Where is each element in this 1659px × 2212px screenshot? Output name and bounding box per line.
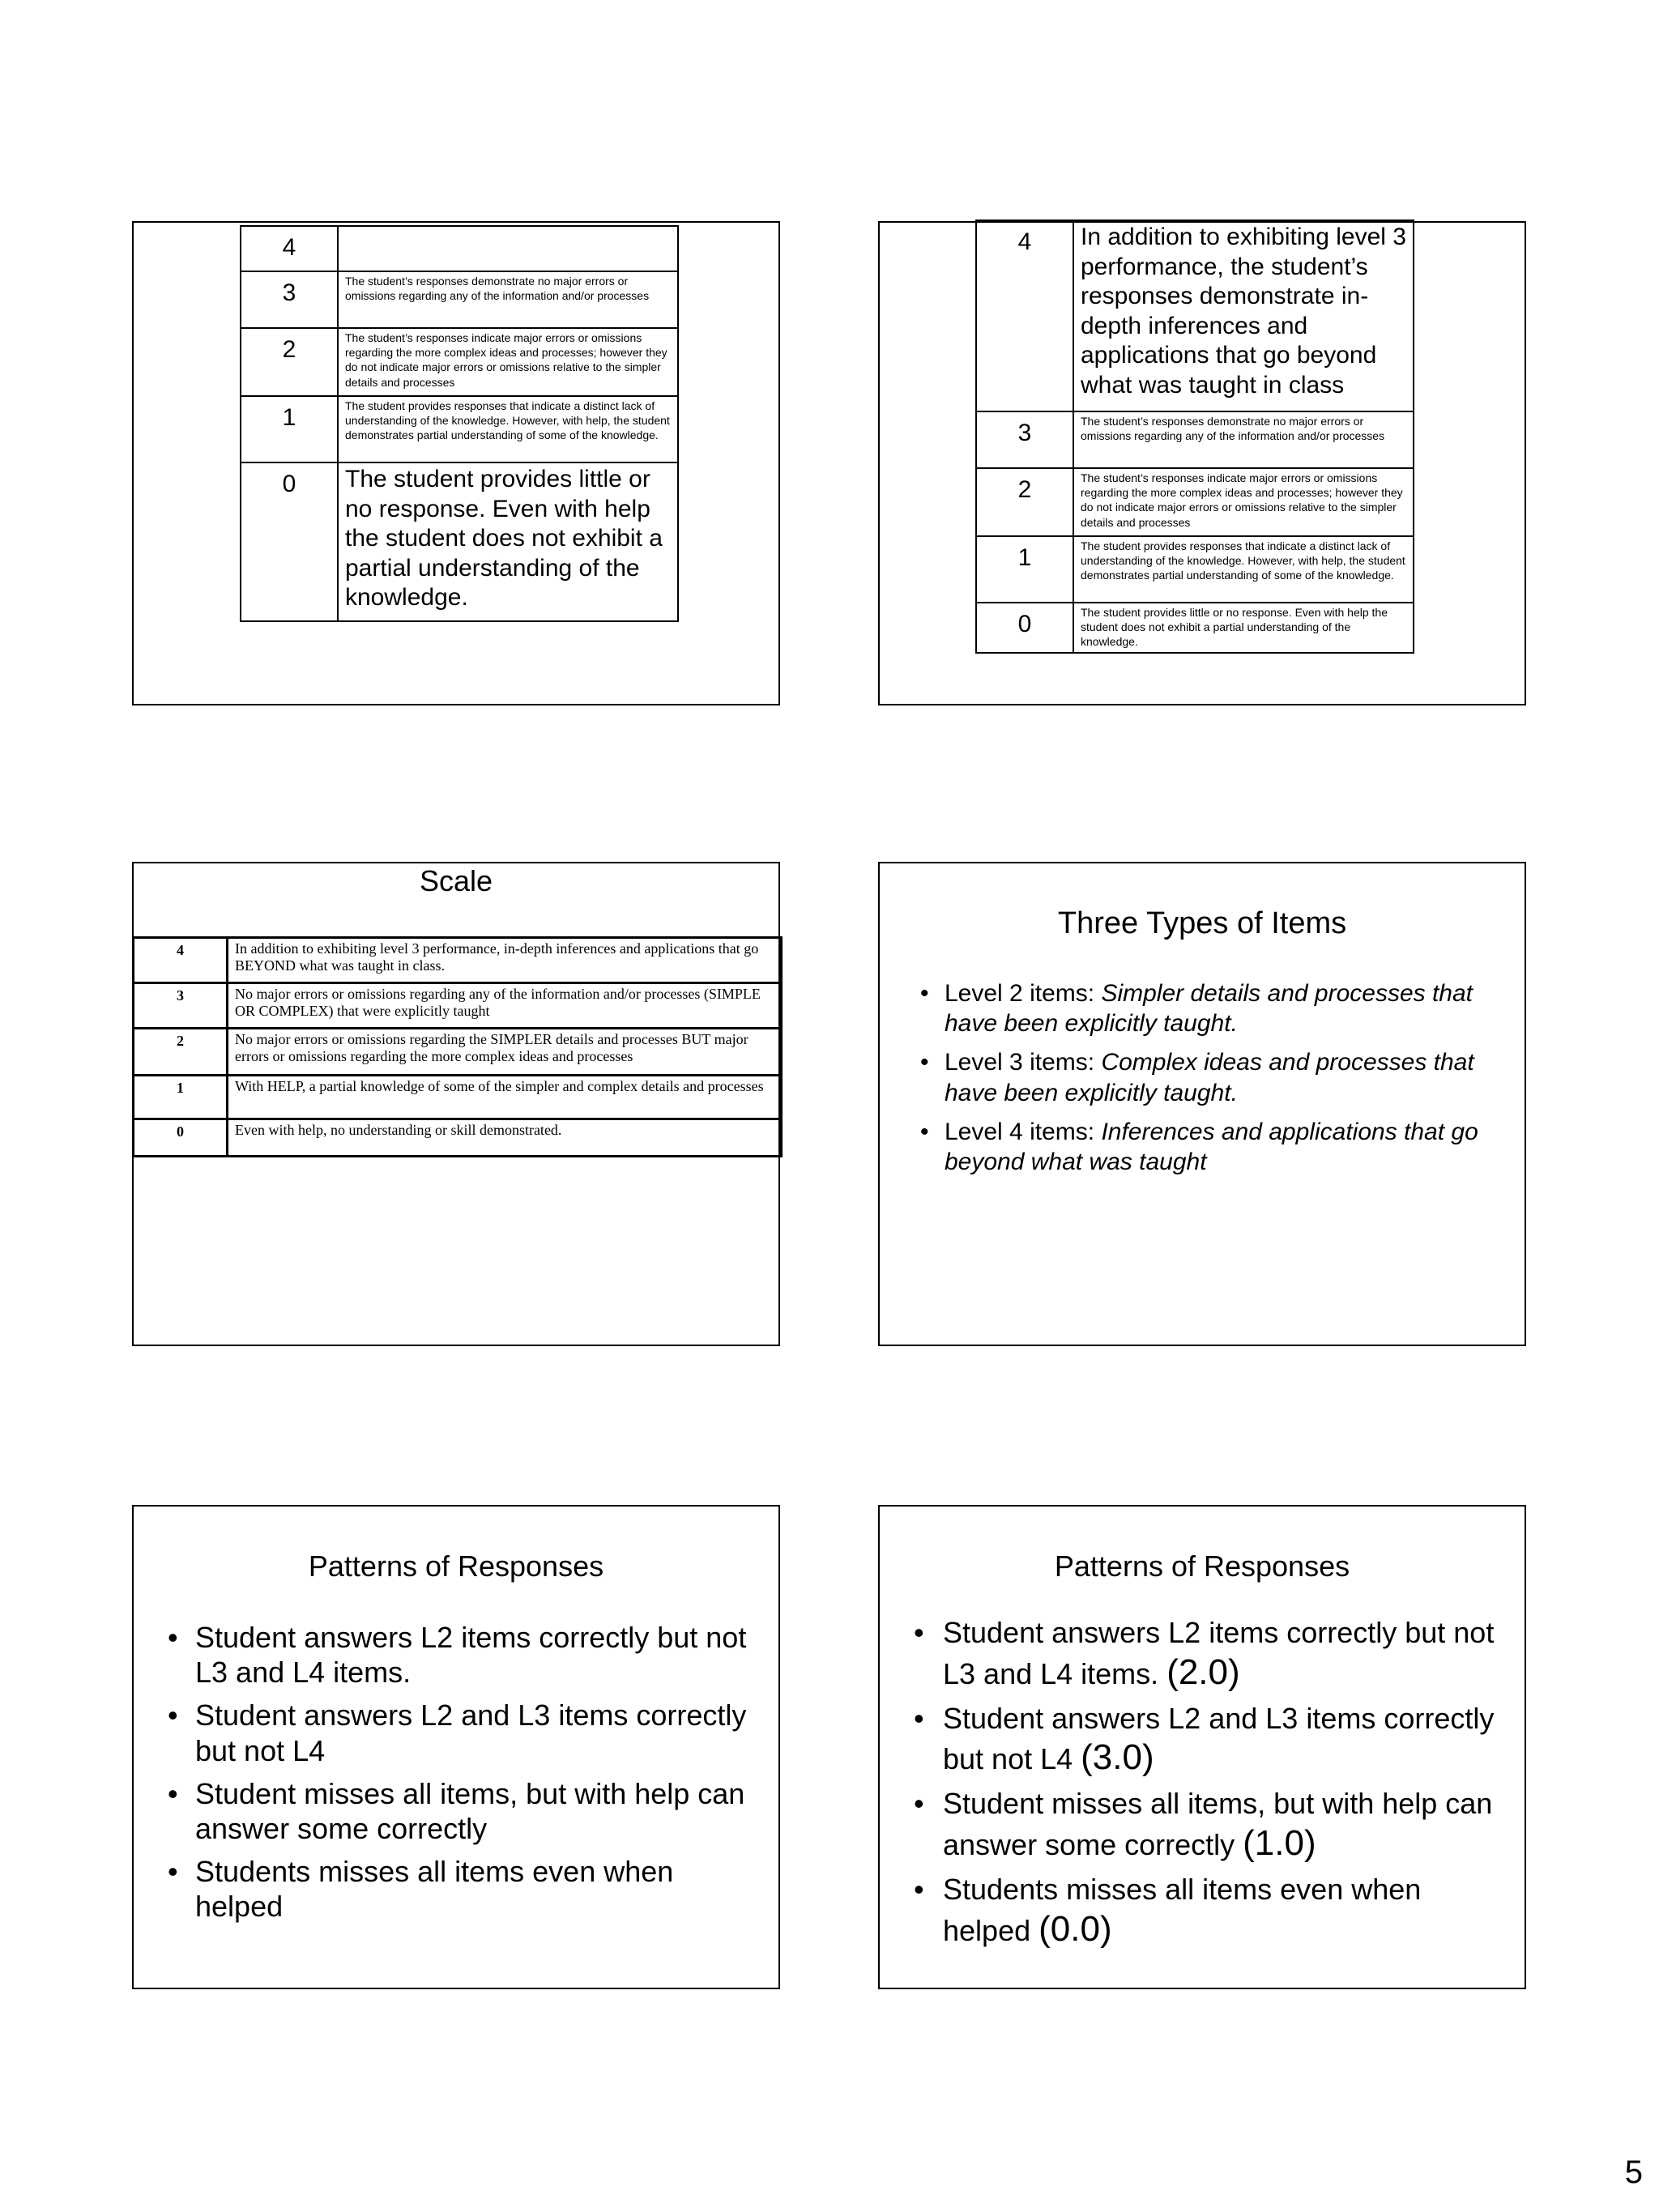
table-row [241,226,678,271]
table-row [976,536,1414,603]
description-cell: No major errors or omissions regarding the SIMPLER details and processes BUT major errors or omissions regarding the more complex ideas and processes [228,1029,782,1076]
score-value: (0.0) [1038,1908,1112,1949]
table-row [134,1029,782,1076]
rubric-table [975,219,1414,654]
slide-patterns-1 [132,1505,780,1989]
level-cell: 0 [976,603,1073,653]
level-cell: 1 [134,1076,228,1119]
slide-title: Three Types of Items [1057,906,1347,940]
slide-three-types [878,862,1526,1346]
table-row [241,328,678,396]
slide-title: Patterns of Responses [308,1549,604,1583]
bullet-list [945,978,1512,1186]
table-row [976,411,1414,468]
table-row [134,1119,782,1157]
item-text: Student answers L2 items correctly but not L3 and L4 items. [943,1616,1495,1690]
table-row [134,983,782,1029]
list-item: • Students misses all items even when helped [195,1854,762,1924]
description-cell: The student provides little or no response. Even with help the student does not exhibit a partial understanding of the knowledge. [1073,603,1414,653]
page-number: 5 [1624,2154,1643,2190]
item-description: Inferences and applications that go beyond what was taught [945,1118,1478,1175]
bullet-list [943,1615,1510,1957]
list-item [943,1872,1510,1951]
slide-title: Patterns of Responses [1054,1549,1350,1583]
level-cell: 3 [134,983,228,1029]
item-label: Level 4 items: [945,1118,1095,1145]
level-cell: 0 [134,1119,228,1157]
table-row [976,468,1414,536]
description-cell: The student provides little or no response. Even with help the student does not exhibit a partial understanding of the knowledge. [338,462,678,621]
description-cell: In addition to exhibiting level 3 performance, in-depth inferences and applications that go BEYOND what was taught in class. [228,938,782,983]
list-item [945,978,1512,1038]
score-value: (3.0) [1081,1737,1154,1778]
level-cell: 1 [241,396,338,462]
list-item [945,1117,1512,1177]
description-cell: Even with help, no understanding or skill demonstrated. [228,1119,782,1157]
bullet-list [195,1620,762,1933]
list-item [943,1701,1510,1780]
list-item: • Student misses all items, but with help can answer some correctly [195,1776,762,1846]
score-value: (2.0) [1166,1652,1240,1692]
item-label: Level 3 items: [945,1049,1095,1076]
level-cell: 4 [241,226,338,271]
table-row [976,220,1414,411]
description-cell: The student’s responses demonstrate no major errors or omissions regarding any of the information and/or processes [338,271,678,328]
slide-patterns-2 [878,1505,1526,1989]
level-cell: 2 [241,328,338,396]
table-row [241,396,678,462]
slide-title: Scale [419,864,493,897]
level-cell: 3 [976,411,1073,468]
level-cell: 2 [134,1029,228,1076]
rubric-table [240,225,679,622]
level-cell: 3 [241,271,338,328]
description-cell: The student’s responses demonstrate no major errors or omissions regarding any of the information and/or processes [1073,411,1414,468]
table-row [241,462,678,621]
level-cell: 4 [134,938,228,983]
list-item: • Student answers L2 items correctly but not L3 and L4 items. [195,1620,762,1690]
item-label: Level 2 items: [945,980,1095,1007]
score-value: (1.0) [1243,1823,1316,1864]
level-cell: 4 [976,220,1073,411]
description-cell: The student provides responses that indicate a distinct lack of understanding of the knowledge. However, with help, the student demonstrates partial understanding of some of the knowledge. [338,396,678,462]
list-item [943,1786,1510,1865]
description-cell: The student’s responses indicate major errors or omissions regarding the more complex ideas and processes; however they do not indicate major errors or omissions relative to the simpler details and processes [338,328,678,396]
slide-rubric-1 [132,221,780,705]
description-cell: With HELP, a partial knowledge of some of the simpler and complex details and processes [228,1076,782,1119]
table-row [134,938,782,983]
item-description: Complex ideas and processes that have been explicitly taught. [945,1049,1474,1106]
description-cell [338,226,678,271]
item-text: Student misses all items, but with help can answer some correctly [943,1787,1493,1862]
table-row [134,1076,782,1119]
item-text: Student answers L2 and L3 items correctly but not L4 [943,1701,1495,1776]
description-cell: The student provides responses that indicate a distinct lack of understanding of the knowledge. However, with help, the student demonstrates partial understanding of some of the knowledge. [1073,536,1414,603]
scale-table [132,936,783,1157]
level-cell: 2 [976,468,1073,536]
item-text: Students misses all items even when helped [943,1872,1422,1947]
item-description: Simpler details and processes that have been explicitly taught. [945,980,1473,1038]
description-cell: The student’s responses indicate major errors or omissions regarding the more complex ideas and processes; however they do not indicate major errors or omissions relative to the simpler details and processes [1073,468,1414,536]
level-cell: 1 [976,536,1073,603]
level-cell: 0 [241,462,338,621]
description-cell: In addition to exhibiting level 3 performance, the student’s responses demonstrate in-depth inferences and applications that go beyond what was taught in class [1073,220,1414,411]
table-row [241,271,678,328]
slide-rubric-2 [878,221,1526,705]
list-item [943,1615,1510,1694]
description-cell: No major errors or omissions regarding any of the information and/or processes (SIMPLE OR COMPLEX) that were explicitly taught [228,983,782,1029]
list-item [945,1047,1512,1107]
slide-scale [132,862,780,1346]
table-row [976,603,1414,653]
list-item: • Student answers L2 and L3 items correctly but not L4 [195,1698,762,1767]
